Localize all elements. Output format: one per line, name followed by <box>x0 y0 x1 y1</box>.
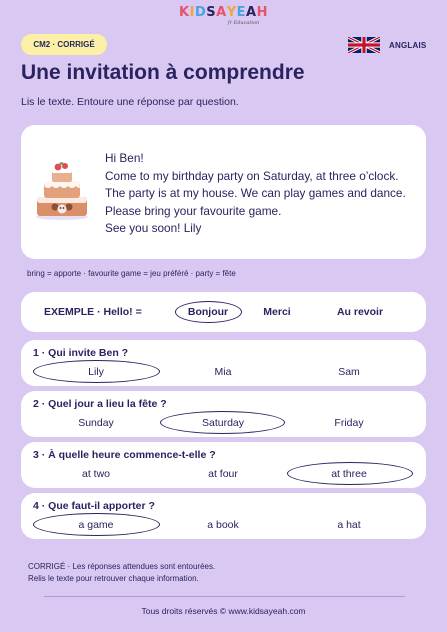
page-title: Une invitation à comprendre <box>21 61 305 84</box>
question-label: 1 · Qui invite Ben ? <box>33 347 129 359</box>
question-card-1 <box>21 340 426 386</box>
question-card-2 <box>21 391 426 437</box>
answer-option[interactable]: Friday <box>334 417 364 429</box>
example-card <box>21 292 426 332</box>
answer-option[interactable]: Sunday <box>78 417 114 429</box>
example-option-merci[interactable]: Merci <box>263 306 291 318</box>
logo-subtitle: fr Education <box>227 20 260 26</box>
story-card <box>21 125 426 259</box>
answer-option[interactable]: at two <box>81 468 111 480</box>
example-option-bonjour[interactable]: Bonjour <box>187 306 229 318</box>
brand-logo <box>0 6 447 26</box>
instruction-text: Lis le texte. Entoure une réponse par question. <box>21 96 239 108</box>
example-option-au-revoir[interactable]: Au revoir <box>336 306 384 318</box>
vocabulary-hint: bring = apporte · favourite game = jeu préféré · party = fête <box>27 269 236 278</box>
answer-option[interactable]: Saturday <box>201 417 245 429</box>
answer-option[interactable]: Sam <box>338 366 360 378</box>
logo-wordmark: KIDSAYEAH <box>179 5 268 20</box>
footer-divider <box>44 596 405 597</box>
question-label: 4 · Que faut-il apporter ? <box>33 500 155 512</box>
answer-option[interactable]: at four <box>208 468 238 480</box>
invitation-text <box>105 150 417 238</box>
question-label: 3 · À quelle heure commence-t-elle ? <box>33 449 216 461</box>
question-label: 2 · Quel jour a lieu la fête ? <box>33 398 167 410</box>
birthday-cake-icon <box>35 159 89 221</box>
story-line: See you soon! Lily <box>105 221 202 235</box>
note-line: CORRIGÉ · Les réponses attendues sont entourées. <box>28 562 216 571</box>
answer-option[interactable]: a hat <box>337 519 361 531</box>
answer-option[interactable]: a book <box>207 519 239 531</box>
level-badge: CM2 · CORRIGÉ <box>21 34 107 55</box>
answer-option[interactable]: a game <box>78 519 114 531</box>
correction-note <box>28 561 215 585</box>
question-card-4 <box>21 493 426 539</box>
language-label: ANGLAIS <box>389 41 427 50</box>
answer-option[interactable]: Lily <box>88 366 104 378</box>
note-line: Relis le texte pour retrouver chaque information. <box>28 574 199 583</box>
story-line: Hi Ben! <box>105 151 144 165</box>
story-line: Come to my birthday party on Saturday, at three o’clock. The party is at my house. We can play games and dance. Please bring your favourite game. <box>105 168 406 218</box>
answer-option[interactable]: Mia <box>214 366 232 378</box>
question-card-3 <box>21 442 426 488</box>
answer-option[interactable]: at three <box>331 468 367 480</box>
uk-flag-icon <box>348 37 380 53</box>
example-label: EXEMPLE · Hello! = <box>44 306 142 318</box>
copyright-text: Tous droits réservés © www.kidsayeah.com <box>141 606 306 616</box>
